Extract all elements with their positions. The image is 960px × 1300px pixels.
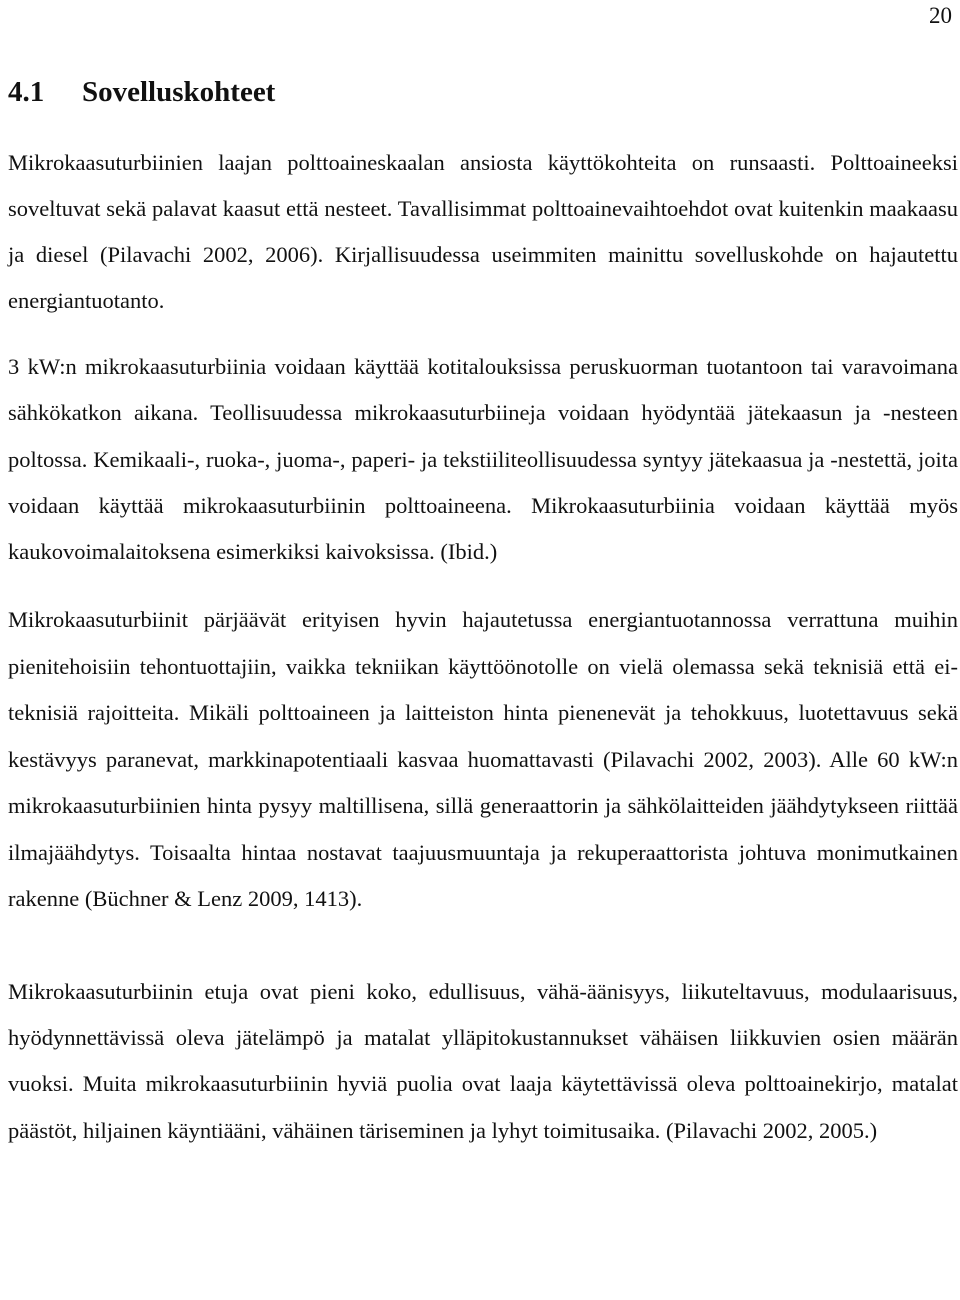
paragraph-market: Mikrokaasuturbiinit pärjäävät erityisen hyvin hajautetussa energiantuotannossa verrattuna muihin pienitehoisiin tehontuottajiin, vaikka tekniikan käyttöönotolle on vielä olemassa sekä teknisiä että ei-teknisiä rajoitteita. Mikäli polttoaineen ja laitteiston hinta pienenevät ja tehokkuus, luotettavuus sekä kestävyys paranevat, markkinapotentiaali kasvaa huomattavasti (Pilavachi 2002, 2003). Alle 60 kW:n mikrokaasuturbiinien hinta pysyy maltillisena, sillä generaattorin ja sähkölaitteiden jäähdytykseen riittää ilmajäähdytys. Toisaalta hintaa nostavat taajuusmuuntaja ja rekuperaattorista johtuva monimutkainen rakenne (Büchner & Lenz 2009, 1413).: [8, 607, 958, 912]
section-title: Sovelluskohteet: [82, 76, 276, 108]
body-text: [8, 140, 958, 1154]
paragraph-advantages: Mikrokaasuturbiinin etuja ovat pieni koko, edullisuus, vähä-äänisyys, liikuteltavuus, modulaarisuus, hyödynnettävissä oleva jätelämpö ja matalat ylläpitokustannukset vähäisen liikkuvien osien määrän vuoksi. Muita mikrokaasuturbiinin hyviä puolia ovat laaja käytettävissä oleva polttoainekirjo, matalat päästöt, hiljainen käyntiääni, vähäinen täriseminen ja lyhyt toimitusaika. (Pilavachi 2002, 2005.): [8, 978, 958, 1143]
section-heading: [8, 74, 275, 110]
section-number: 4.1: [8, 76, 45, 108]
paragraph-use-cases: 3 kW:n mikrokaasuturbiinia voidaan käyttää kotitalouksissa peruskuorman tuotantoon tai varavoimana sähkökatkon aikana. Teollisuudessa mikrokaasuturbiineja voidaan hyödyntää jätekaasun ja -nesteen poltossa. Kemikaali-, ruoka-, juoma-, paperi- ja tekstiiliteollisuudessa syntyy jätekaasua ja -nestettä, joita voidaan käyttää mikrokaasuturbiinin polttoaineena. Mikrokaasuturbiinia voidaan käyttää myös kaukovoimalaitoksena esimerkiksi kaivoksissa. (Ibid.): [8, 354, 958, 565]
paragraph-applications: Mikrokaasuturbiinien laajan polttoaineskaalan ansiosta käyttökohteita on runsaasti. Polttoaineeksi soveltuvat sekä palavat kaasut että nesteet. Tavallisimmat polttoainevaihtoehdot ovat kuitenkin maakaasu ja diesel (Pilavachi 2002, 2006). Kirjallisuudessa useimmiten mainittu sovelluskohde on hajautettu energiantuotanto.: [8, 150, 958, 313]
page-number: 20: [929, 3, 952, 28]
